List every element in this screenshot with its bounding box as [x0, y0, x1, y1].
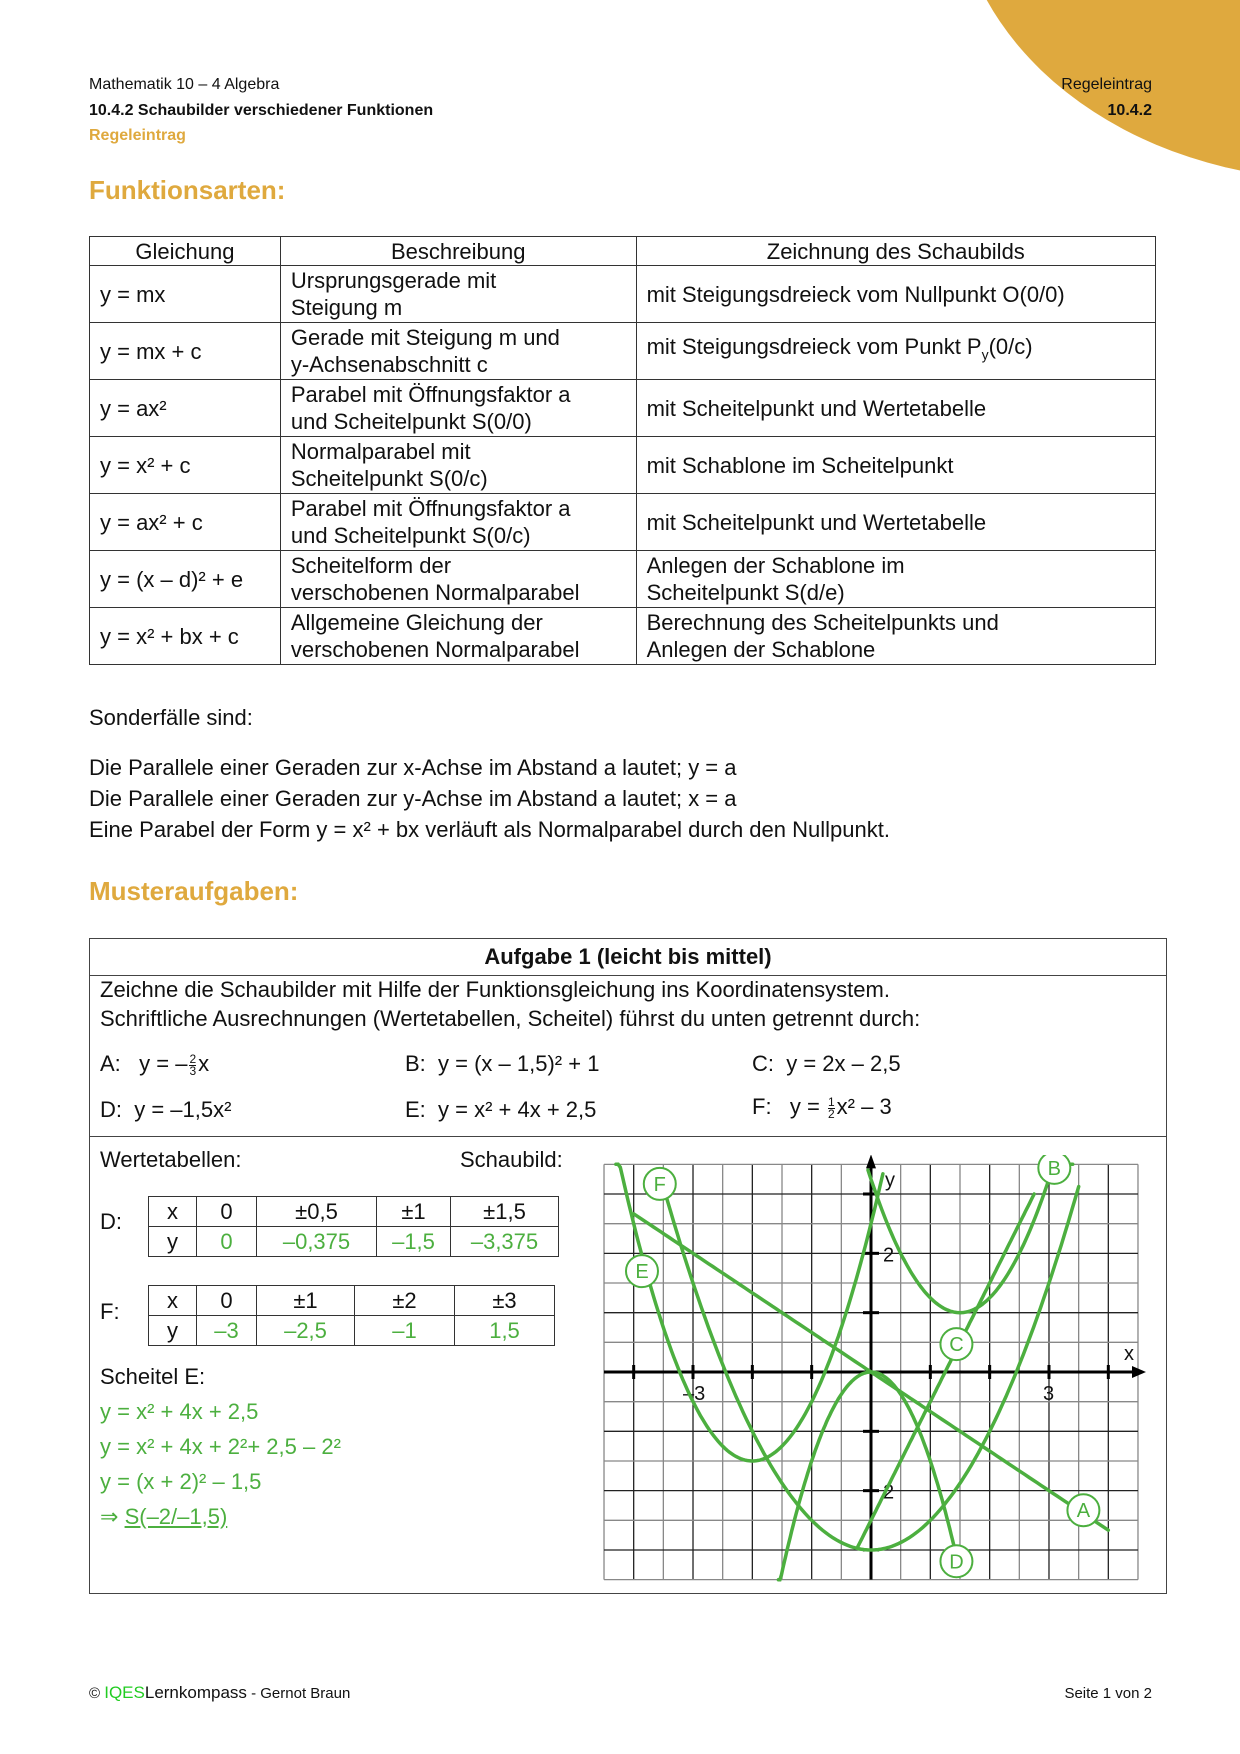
table-row [90, 608, 1156, 665]
drawing-cell: Anlegen der Schablone im Scheitelpunkt S(d/e) [636, 551, 1155, 608]
description-cell: Scheitelform der verschobenen Normalparabel [280, 551, 636, 608]
corner-number: 10.4.2 [1107, 102, 1152, 119]
special-case-line: Eine Parabel der Form y = x² + bx verläuft als Normalparabel durch den Nullpunkt. [89, 817, 890, 842]
equation-cell: y = x² + bx + c [90, 608, 281, 665]
implies-arrow-icon: ⇒ [100, 1504, 119, 1529]
function-F: F: y = $\frac{1}{2}$ x² – 3 [752, 1094, 892, 1121]
schaubild-label: Schaubild: [460, 1147, 563, 1172]
section-heading-funktionsarten: Funktionsarten: [89, 175, 286, 205]
equation-cell: y = mx + c [90, 323, 281, 380]
document-title: 10.4.2 Schaubilder verschiedener Funktionen [89, 102, 434, 119]
special-case-line: Die Parallele einer Geraden zur y-Achse im Abstand a lautet; x = a [89, 786, 737, 811]
curve-B [868, 1164, 1073, 1312]
equation-cell: y = ax² + c [90, 494, 281, 551]
svg-text:y: y [885, 1169, 895, 1192]
scheitel-step: y = x² + 4x + 2,5 [100, 1399, 259, 1424]
table-F-label: F: [100, 1299, 120, 1324]
svg-text:3: 3 [1042, 1383, 1055, 1405]
function-types-table [89, 236, 1156, 665]
function-B: B: y = (x – 1,5)² + 1 [405, 1051, 600, 1076]
section-divider [90, 1136, 1166, 1137]
description-cell: Gerade mit Steigung m und y-Achsenabschnitt c [280, 323, 636, 380]
svg-text:x: x [1123, 1343, 1134, 1365]
function-C: C: y = 2x – 2,5 [752, 1051, 901, 1076]
svg-text:B: B [1047, 1157, 1062, 1180]
svg-text:–3: –3 [683, 1383, 706, 1405]
corner-type: Regeleintrag [1061, 76, 1152, 93]
table-row [90, 494, 1156, 551]
value-table-F [148, 1285, 555, 1346]
description-cell: Parabel mit Öffnungsfaktor a und Scheitelpunkt S(0/c) [280, 494, 636, 551]
svg-text:2: 2 [883, 1481, 895, 1504]
task-instruction: Zeichne die Schaubilder mit Hilfe der Funktionsgleichung ins Koordinatensystem. [100, 977, 890, 1002]
task-title: Aufgabe 1 (leicht bis mittel) [90, 939, 1166, 976]
value-table-D [148, 1196, 559, 1257]
brand-lernkompass: Lernkompass [144, 1683, 247, 1702]
table-row: y 0 –0,375 –1,5 –3,375 [149, 1227, 559, 1257]
scheitel-step: y = (x + 2)² – 1,5 [100, 1469, 262, 1494]
table-row: y –3 –2,5 –1 1,5 [149, 1316, 555, 1346]
equation-cell: y = x² + c [90, 437, 281, 494]
section-heading-musteraufgaben: Musteraufgaben: [89, 876, 299, 906]
footer-copyright [89, 1683, 350, 1703]
scheitel-step: y = x² + 4x + 2²+ 2,5 – 2² [100, 1434, 341, 1459]
column-header: Zeichnung des Schaubilds [636, 237, 1155, 266]
page-number: Seite 1 von 2 [1064, 1685, 1152, 1702]
equation-cell: y = ax² [90, 380, 281, 437]
scheitel-result: ⇒ S(–2/–1,5) [100, 1504, 228, 1529]
table-row [90, 380, 1156, 437]
description-cell: Allgemeine Gleichung der verschobenen Normalparabel [280, 608, 636, 665]
task-instruction: Schriftliche Ausrechnungen (Wertetabellen, Scheitel) führst du unten getrennt durch: [100, 1006, 921, 1031]
document-type: Regeleintrag [89, 127, 186, 144]
table-row: x 0 ±0,5 ±1 ±1,5 [149, 1197, 559, 1227]
svg-text:C: C [949, 1334, 964, 1357]
coordinate-graph [596, 1155, 1156, 1595]
column-header: Gleichung [90, 237, 281, 266]
table-row [90, 266, 1156, 323]
special-cases-intro: Sonderfälle sind: [89, 705, 253, 730]
table-row [90, 437, 1156, 494]
author: - Gernot Braun [246, 1685, 351, 1702]
description-cell: Parabel mit Öffnungsfaktor a und Scheitelpunkt S(0/0) [280, 380, 636, 437]
brand-iqes: IQES [104, 1683, 145, 1702]
svg-text:E: E [635, 1261, 649, 1284]
svg-text:2: 2 [883, 1244, 895, 1267]
equation-cell: y = mx [90, 266, 281, 323]
svg-text:F: F [653, 1173, 666, 1196]
drawing-cell: mit Scheitelpunkt und Wertetabelle [636, 494, 1155, 551]
wertetabellen-label: Wertetabellen: [100, 1147, 242, 1172]
scheitel-label: Scheitel E: [100, 1364, 206, 1389]
table-row [90, 323, 1156, 380]
svg-text:D: D [949, 1551, 964, 1574]
function-E: E: y = x² + 4x + 2,5 [405, 1097, 597, 1122]
special-case-line: Die Parallele einer Geraden zur x-Achse im Abstand a lautet; y = a [89, 755, 737, 780]
drawing-cell: mit Scheitelpunkt und Wertetabelle [636, 380, 1155, 437]
column-header: Beschreibung [280, 237, 636, 266]
subject-line: Mathematik 10 – 4 Algebra [89, 76, 280, 93]
description-cell: Normalparabel mit Scheitelpunkt S(0/c) [280, 437, 636, 494]
table-D-label: D: [100, 1209, 122, 1234]
table-header-row [90, 237, 1156, 266]
table-row [90, 551, 1156, 608]
table-row: x 0 ±1 ±2 ±3 [149, 1286, 555, 1316]
drawing-cell: mit Steigungsdreieck vom Nullpunkt O(0/0) [636, 266, 1155, 323]
svg-text:A: A [1076, 1500, 1091, 1523]
copyright-icon: © [89, 1685, 101, 1702]
drawing-cell: mit Steigungsdreieck vom Punkt $P_y(0/c)$ [636, 323, 1155, 380]
function-A: A: y = – $\frac{2}{3}$ x [100, 1051, 210, 1078]
function-D: D: y = –1,5x² [100, 1097, 232, 1122]
drawing-cell: mit Schablone im Scheitelpunkt [636, 437, 1155, 494]
drawing-cell: Berechnung des Scheitelpunkts und Anlegen der Schablone [636, 608, 1155, 665]
equation-cell: y = (x – d)² + e [90, 551, 281, 608]
description-cell: Ursprungsgerade mit Steigung m [280, 266, 636, 323]
